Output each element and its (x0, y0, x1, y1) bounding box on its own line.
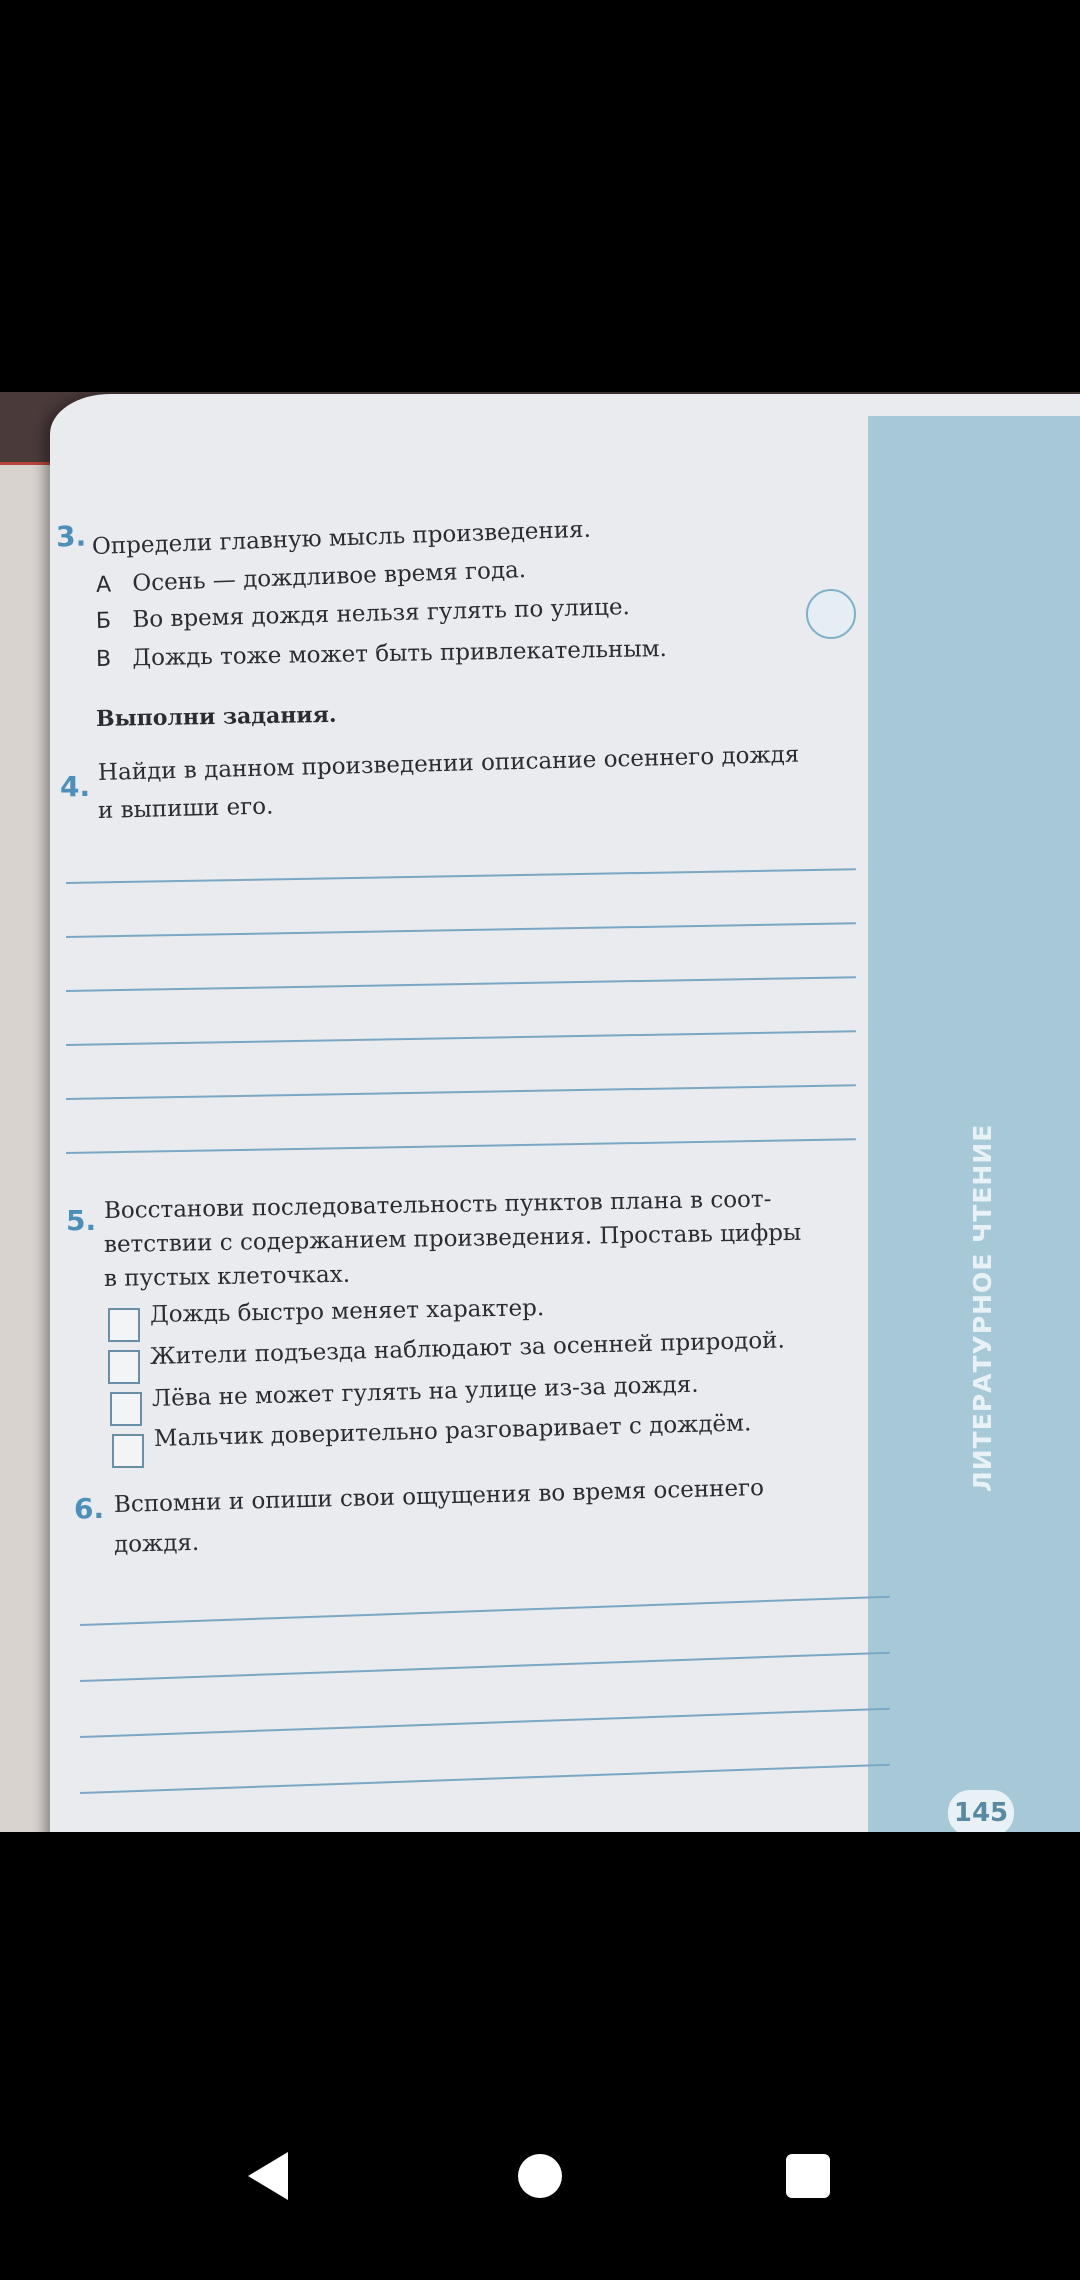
question-3-number: 3. (55, 519, 87, 554)
plan-item: Дождь быстро меняет характер. (149, 1295, 545, 1328)
question-4-line-2: и выпиши его. (97, 793, 274, 824)
question-5-line-2: ветствии с содержанием произведения. Проставь цифры (103, 1219, 802, 1258)
textbook-photo (0, 392, 1080, 1832)
page-number: 145 (948, 1790, 1014, 1832)
plan-item: Жители подъезда наблюдают за осенней природой. (149, 1327, 786, 1370)
question-6-number: 6. (74, 1492, 105, 1525)
section-title: Выполни задания. (95, 701, 337, 732)
home-icon[interactable] (518, 2154, 562, 2198)
question-5-number: 5. (66, 1204, 97, 1237)
subject-title: ЛИТЕРАТУРНОЕ ЧТЕНИЕ (968, 1123, 997, 1492)
option-letter: В (95, 646, 112, 672)
answer-circle[interactable] (806, 589, 856, 639)
back-icon[interactable] (248, 2152, 288, 2200)
order-checkbox[interactable] (112, 1434, 144, 1468)
question-4-line-1: Найди в данном произведении описание осеннего дождя (97, 741, 800, 786)
question-6-line-2: дождя. (113, 1529, 200, 1558)
question-5-line-1: Восстанови последовательность пунктов плана в соот- (103, 1186, 772, 1224)
question-3-title: Определи главную мысль произведения. (91, 516, 592, 560)
option-letter: Б (95, 608, 112, 634)
order-checkbox[interactable] (108, 1350, 140, 1384)
option-text: Осень — дождливое время года. (131, 556, 527, 597)
order-checkbox[interactable] (108, 1308, 140, 1342)
option-text: Дождь тоже может быть привлекательным. (132, 636, 668, 672)
option-letter: А (95, 572, 112, 598)
plan-item: Лёва не может гулять на улице из-за дождя. (151, 1371, 699, 1412)
question-4-number: 4. (60, 770, 91, 803)
question-5-line-3: в пустых клеточках. (103, 1261, 351, 1292)
android-navigation-bar (0, 2110, 1080, 2280)
plan-item: Мальчик доверительно разговаривает с дождём. (153, 1410, 752, 1452)
option-text: Во время дождя нельзя гулять по улице. (132, 594, 631, 634)
order-checkbox[interactable] (110, 1392, 142, 1426)
question-6-line-1: Вспомни и опиши свои ощущения во время осеннего (113, 1474, 765, 1518)
recent-apps-icon[interactable] (786, 2154, 830, 2198)
